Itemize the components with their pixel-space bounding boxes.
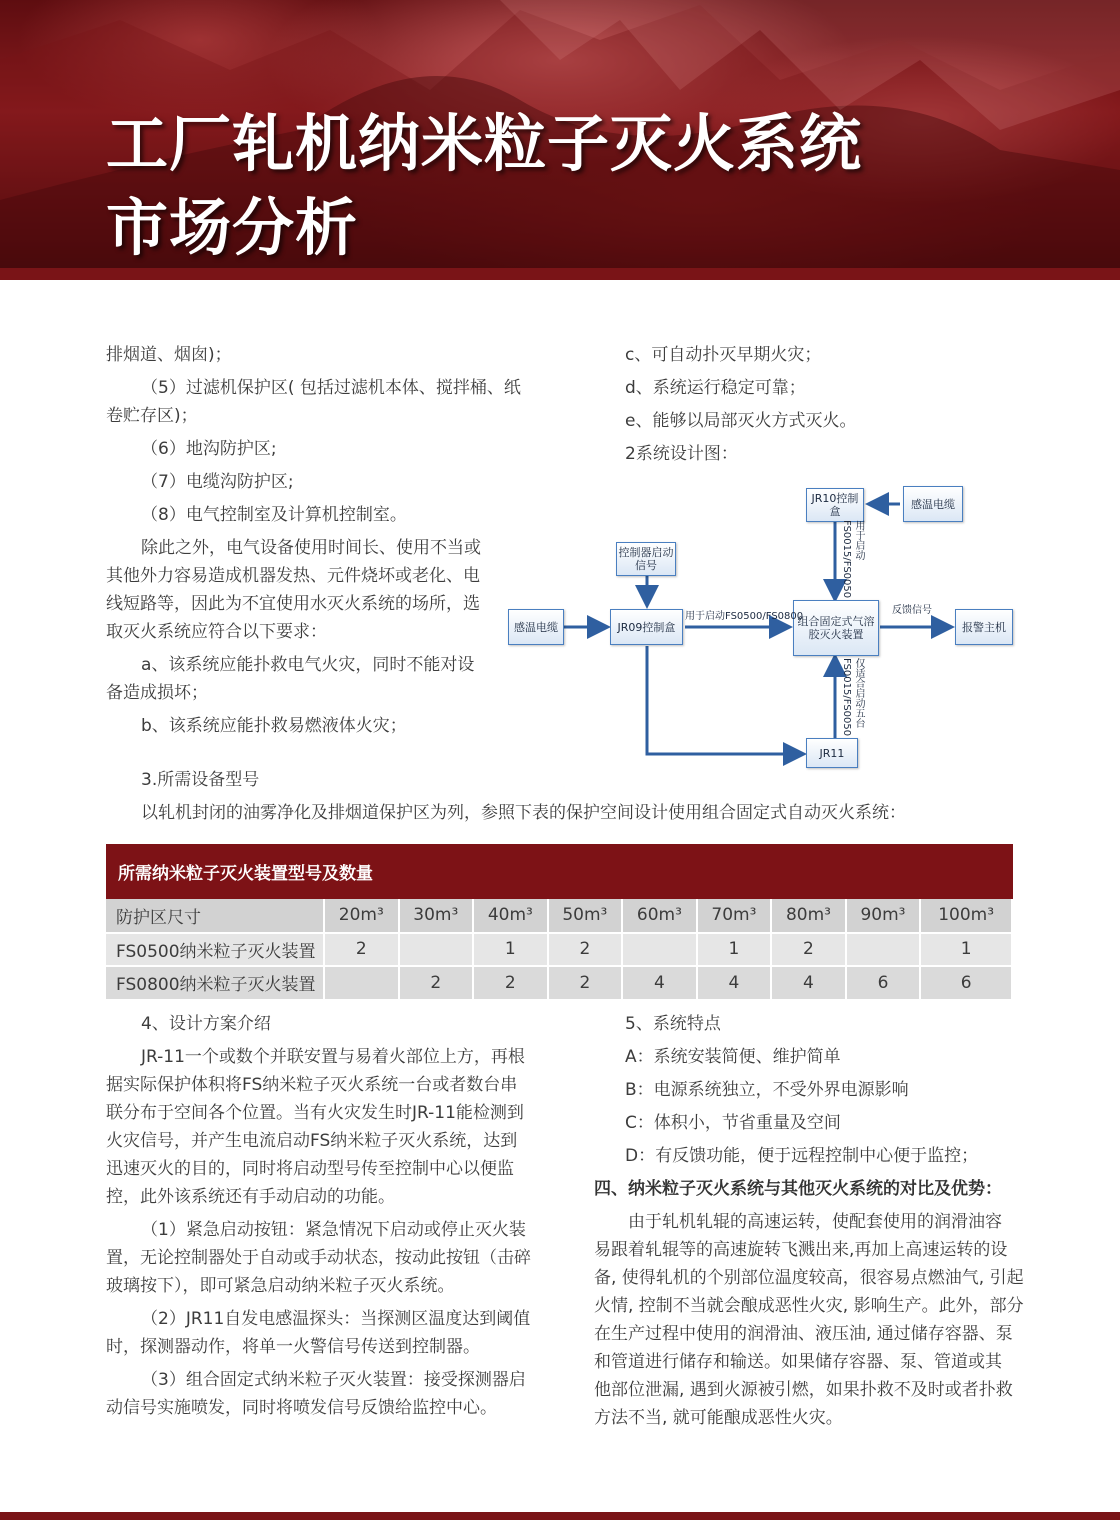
diagram-label-start-fs0500: 用于启动FS0500/FS0800 xyxy=(685,611,804,622)
paragraph-line: 排烟道、烟囱)； xyxy=(106,345,232,365)
page-title-line1: 工厂轧机纳米粒子灭火系统 xyxy=(106,107,863,180)
table-row xyxy=(106,899,1012,933)
paragraph-line: 和管道进行储存和输送。如果储存容器、泵、管道或其 xyxy=(594,1352,1002,1372)
paragraph-line: b、该系统应能扑救易燃液体火灾； xyxy=(141,716,407,736)
paragraph-line: 由于轧机轧辊的高速运转，使配套使用的润滑油容 xyxy=(628,1212,1002,1232)
table-cell: 2 xyxy=(771,933,846,967)
table-cell: 70m³ xyxy=(697,899,772,933)
paragraph-line: 易跟着轧辊等的高速旋转飞溅出来,再加上高速运转的设 xyxy=(594,1240,1008,1260)
table-cell: FS0500纳米粒子灭火装置 xyxy=(106,933,324,967)
diagram-label-feedback: 反馈信号 xyxy=(892,605,932,616)
paragraph-line: （5）过滤机保护区( 包括过滤机本体、搅拌桶、纸 xyxy=(141,378,521,398)
page-title-line2: 市场分析 xyxy=(106,191,359,264)
table-cell: 防护区尺寸 xyxy=(106,899,324,933)
header-bottom-bar xyxy=(0,268,1120,280)
footer-bar xyxy=(0,1512,1120,1520)
table-cell: 1 xyxy=(920,933,1012,967)
table-cell xyxy=(622,933,697,967)
section-heading: 5、系统特点 xyxy=(625,1014,721,1034)
diagram-box-jr11: JR11 xyxy=(806,738,858,768)
paragraph-line: 迅速灭火的目的，同时将启动型号传至控制中心以便监 xyxy=(106,1159,514,1179)
paragraph-line: 火情, 控制不当就会酿成恶性火灾, 影响生产。此外，部分 xyxy=(594,1296,1024,1316)
table-cell: FS0800纳米粒子灭火装置 xyxy=(106,966,324,1000)
table-cell: 50m³ xyxy=(548,899,623,933)
table-cell: 2 xyxy=(548,966,623,1000)
table-cell xyxy=(399,933,474,967)
paragraph-line: 备, 使得轧机的个别部位温度较高，很容易点燃油气, 引起 xyxy=(594,1268,1024,1288)
paragraph-line: 动信号实施喷发，同时将喷发信号反馈给监控中心。 xyxy=(106,1398,497,1418)
paragraph-line: 其他外力容易造成机器发热、元件烧坏或老化、电 xyxy=(106,566,480,586)
paragraph-line: 火灾信号，并产生电流启动FS纳米粒子灭火系统，达到 xyxy=(106,1131,518,1151)
paragraph-line: e、能够以局部灭火方式灭火。 xyxy=(625,411,857,431)
table-cell: 100m³ xyxy=(920,899,1012,933)
header-banner xyxy=(0,0,1120,280)
paragraph-line: 卷贮存区)； xyxy=(106,406,198,426)
table-cell: 30m³ xyxy=(399,899,474,933)
table-title-bar: 所需纳米粒子灭火装置型号及数量 xyxy=(106,844,1013,899)
paragraph-line: （2）JR11自发电感温探头：当探测区温度达到阈值 xyxy=(141,1309,531,1329)
paragraph-line: 除此之外，电气设备使用时间长、使用不当或 xyxy=(141,538,481,558)
paragraph-line: 线短路等，因此为不宜使用水灭火系统的场所，选 xyxy=(106,594,480,614)
diagram-label-only-five: 仅适合启动五台FS0015/FS0050 xyxy=(841,658,864,737)
paragraph-line: 备造成损坏； xyxy=(106,683,208,703)
paragraph-line: d、系统运行稳定可靠； xyxy=(625,378,806,398)
section-heading: 3.所需设备型号 xyxy=(141,770,260,790)
section-heading-comparison: 四、纳米粒子灭火系统与其他灭火系统的对比及优势： xyxy=(594,1179,1002,1199)
table-cell: 1 xyxy=(697,933,772,967)
paragraph-line: c、可自动扑灭早期火灾； xyxy=(625,345,822,365)
system-design-diagram xyxy=(500,480,1020,780)
paragraph-line: 联分布于空间各个位置。当有火灾发生时JR-11能检测到 xyxy=(106,1103,524,1123)
table-cell: 2 xyxy=(324,933,399,967)
table-row xyxy=(106,933,1012,967)
diagram-box-combined-device: 组合固定式气溶胶灭火装置 xyxy=(793,600,879,656)
table-cell: 2 xyxy=(399,966,474,1000)
diagram-box-ganwen-left: 感温电缆 xyxy=(508,609,564,645)
paragraph-line: a、该系统应能扑救电气火灾，同时不能对设 xyxy=(141,655,475,675)
diagram-label-start-fs0015: 用于启动FS0015/FS0050 xyxy=(841,520,864,599)
diagram-box-jr09: JR09控制盒 xyxy=(610,609,683,645)
device-model-table xyxy=(106,899,1013,1001)
table-cell: 2 xyxy=(473,966,548,1000)
diagram-box-controller-start: 控制器启动信号 xyxy=(616,542,676,576)
feature-item: D：有反馈功能，便于远程控制中心便于监控； xyxy=(625,1146,979,1166)
table-cell: 40m³ xyxy=(473,899,548,933)
paragraph-line: （1）紧急启动按钮：紧急情况下启动或停止灭火装 xyxy=(141,1220,526,1240)
paragraph-line: 他部位泄漏, 遇到火源被引燃，如果扑救不及时或者扑救 xyxy=(594,1380,1013,1400)
paragraph-line: 方法不当, 就可能酿成恶性火灾。 xyxy=(594,1408,843,1428)
paragraph-line: 时，探测器动作，将单一火警信号传送到控制器。 xyxy=(106,1337,480,1357)
table-cell: 6 xyxy=(920,966,1012,1000)
paragraph-line: 在生产过程中使用的润滑油、液压油, 通过储存容器、泵 xyxy=(594,1324,1013,1344)
table-cell: 6 xyxy=(846,966,921,1000)
paragraph-line: 2系统设计图： xyxy=(625,444,738,464)
table-cell: 4 xyxy=(622,966,697,1000)
table-cell xyxy=(846,933,921,967)
table-cell: 1 xyxy=(473,933,548,967)
paragraph-line: （8）电气控制室及计算机控制室。 xyxy=(141,505,407,525)
paragraph-line: 据实际保护体积将FS纳米粒子灭火系统一台或者数台串 xyxy=(106,1075,518,1095)
table-cell: 2 xyxy=(548,933,623,967)
paragraph-line: 控，此外该系统还有手动启动的功能。 xyxy=(106,1187,395,1207)
paragraph-line: （3）组合固定式纳米粒子灭火装置：接受探测器启 xyxy=(141,1370,526,1390)
diagram-connectors xyxy=(500,480,1020,780)
paragraph-line: 取灭火系统应符合以下要求： xyxy=(106,622,327,642)
paragraph-line: （6）地沟防护区; xyxy=(141,439,277,459)
feature-item: B：电源系统独立，不受外界电源影响 xyxy=(625,1080,909,1100)
section-heading: 4、设计方案介绍 xyxy=(141,1014,271,1034)
diagram-box-alarm-host: 报警主机 xyxy=(955,609,1013,645)
paragraph-line: 置，无论控制器处于自动或手动状态，按动此按钮（击碎 xyxy=(106,1248,531,1268)
table-cell xyxy=(324,966,399,1000)
table-cell: 90m³ xyxy=(846,899,921,933)
table-cell: 4 xyxy=(771,966,846,1000)
table-cell: 60m³ xyxy=(622,899,697,933)
table-cell: 20m³ xyxy=(324,899,399,933)
table-row xyxy=(106,966,1012,1000)
paragraph-line: （7）电缆沟防护区; xyxy=(141,472,294,492)
paragraph-line: 玻璃按下），即可紧急启动纳米粒子灭火系统。 xyxy=(106,1276,455,1296)
feature-item: A：系统安装简便、维护简单 xyxy=(625,1047,841,1067)
paragraph-line: JR-11一个或数个并联安置与易着火部位上方，再根 xyxy=(141,1047,525,1067)
feature-item: C：体积小，节省重量及空间 xyxy=(625,1113,841,1133)
diagram-box-ganwen-top: 感温电缆 xyxy=(903,486,963,522)
section-intro: 以轧机封闭的油雾净化及排烟道保护区为列，参照下表的保护空间设计使用组合固定式自动灭火系统： xyxy=(141,803,906,823)
diagram-box-jr10: JR10控制盒 xyxy=(806,488,864,522)
table-cell: 4 xyxy=(697,966,772,1000)
table-cell: 80m³ xyxy=(771,899,846,933)
